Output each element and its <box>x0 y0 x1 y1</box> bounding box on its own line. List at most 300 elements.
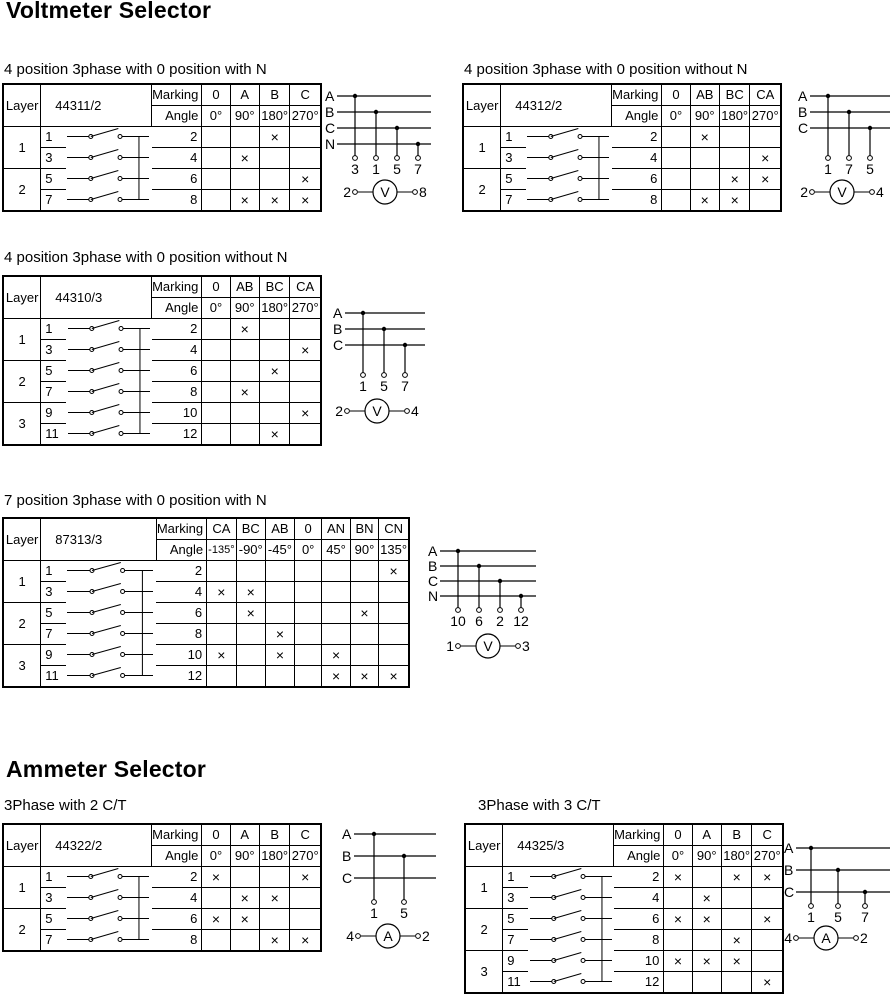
angle-cell: 0° <box>295 540 322 561</box>
left-terminal: 1 <box>503 867 528 888</box>
position-cell <box>202 169 230 190</box>
angle-cell: 180° <box>259 846 290 867</box>
left-terminal: 7 <box>503 930 528 951</box>
terminal-circle <box>345 409 350 414</box>
terminal-label: 12 <box>513 613 529 629</box>
position-cell: × <box>350 666 378 687</box>
layer-number: 3 <box>466 951 503 993</box>
terminal-circle <box>519 608 524 613</box>
position-cell: × <box>290 867 321 888</box>
layer-number: 2 <box>464 169 501 211</box>
position-cell: × <box>692 909 721 930</box>
layer-number: 1 <box>466 867 503 909</box>
position-cell <box>662 190 690 211</box>
left-terminal: 7 <box>41 930 66 951</box>
left-terminal: 7 <box>501 190 526 211</box>
phase-label: A <box>325 88 335 104</box>
junction-dot <box>416 142 420 146</box>
position-cell: × <box>752 909 783 930</box>
position-cell <box>202 127 230 148</box>
left-terminal: 9 <box>503 951 528 972</box>
position-cell: × <box>750 169 781 190</box>
left-terminal: 5 <box>41 169 66 190</box>
right-terminal: 10 <box>156 645 206 666</box>
terminal-circle <box>353 190 358 195</box>
wiring-diagram <box>798 88 890 208</box>
position-cell <box>690 169 719 190</box>
terminal-circle <box>854 936 859 941</box>
angle-label: Angle <box>152 106 202 127</box>
junction-dot <box>836 868 840 872</box>
marking-cell: CA <box>290 277 321 298</box>
switch-contact <box>67 890 149 900</box>
position-cell <box>202 340 230 361</box>
position-cell <box>207 603 237 624</box>
position-cell <box>207 624 237 645</box>
position-cell <box>719 127 750 148</box>
layer-number: 3 <box>4 403 41 445</box>
switch-contact <box>68 363 150 373</box>
phase-label: C <box>428 573 439 589</box>
left-terminal: 5 <box>41 909 66 930</box>
table-row <box>4 190 321 211</box>
position-cell <box>290 127 321 148</box>
right-terminal: 12 <box>152 424 202 445</box>
marking-label: Marking <box>612 85 662 106</box>
table-row <box>4 909 321 930</box>
right-terminal: 12 <box>614 972 664 993</box>
marking-cell: 0 <box>295 519 322 540</box>
marking-cell: BN <box>350 519 378 540</box>
left-terminal: 3 <box>41 148 66 169</box>
junction-dot <box>847 110 851 114</box>
position-cell <box>350 561 378 582</box>
position-cell <box>752 930 783 951</box>
meter-terminal-left: 2 <box>800 184 808 200</box>
table-row <box>4 127 321 148</box>
position-cell <box>692 972 721 993</box>
position-cell <box>350 582 378 603</box>
position-cell <box>259 148 290 169</box>
position-cell <box>230 403 259 424</box>
switch-code: 44311/2 <box>41 85 152 127</box>
junction-dot <box>403 343 407 347</box>
position-cell <box>290 888 321 909</box>
position-cell <box>350 624 378 645</box>
position-cell: × <box>322 645 350 666</box>
position-cell: × <box>259 424 290 445</box>
position-cell <box>290 382 321 403</box>
angle-cell: 180° <box>259 298 290 319</box>
position-cell <box>259 340 290 361</box>
layer-number: 2 <box>4 603 41 645</box>
meter-terminal-right: 4 <box>876 184 884 200</box>
marking-label: Marking <box>152 277 202 298</box>
position-cell <box>290 424 321 445</box>
meter-terminal-left: 2 <box>343 184 351 200</box>
position-cell <box>379 603 409 624</box>
angle-cell: 180° <box>721 846 752 867</box>
junction-dot <box>519 594 523 598</box>
junction-dot <box>809 846 813 850</box>
junction-dot <box>372 832 376 836</box>
position-cell: × <box>265 624 294 645</box>
position-cell <box>259 382 290 403</box>
position-cell <box>230 340 259 361</box>
position-cell <box>207 561 237 582</box>
terminal-circle <box>826 156 831 161</box>
table-row <box>466 930 783 951</box>
marking-cell: AB <box>690 85 719 106</box>
position-cell: × <box>259 127 290 148</box>
meter-terminal-left: 4 <box>784 930 792 946</box>
position-cell <box>295 645 322 666</box>
position-cell: × <box>350 603 378 624</box>
phase-label: C <box>325 120 336 136</box>
terminal-label: 5 <box>393 161 401 177</box>
junction-dot <box>826 94 830 98</box>
right-terminal: 2 <box>152 127 202 148</box>
section-subtitle: 4 position 3phase with 0 position with N <box>4 61 267 78</box>
switch-code: 44322/2 <box>41 825 152 867</box>
position-cell: × <box>664 909 692 930</box>
junction-dot <box>382 327 386 331</box>
switch-contact <box>68 342 150 352</box>
junction-dot <box>395 126 399 130</box>
angle-cell: 90° <box>230 298 259 319</box>
position-cell <box>295 603 322 624</box>
marking-cell: 0 <box>202 277 230 298</box>
marking-label: Marking <box>152 825 202 846</box>
right-terminal: 6 <box>612 169 662 190</box>
switch-contact <box>68 384 150 394</box>
position-cell <box>379 624 409 645</box>
wiring-diagram <box>333 305 433 425</box>
phase-label: B <box>428 558 438 574</box>
link-bracket <box>126 329 140 434</box>
terminal-circle <box>382 373 387 378</box>
terminal-label: 2 <box>496 613 504 629</box>
switch-contact <box>527 171 609 181</box>
marking-cell: 0 <box>662 85 690 106</box>
position-cell: × <box>230 382 259 403</box>
position-cell <box>295 561 322 582</box>
angle-label: Angle <box>614 846 664 867</box>
layer-header: Layer <box>4 519 41 561</box>
left-terminal: 9 <box>41 645 66 666</box>
position-cell <box>207 666 237 687</box>
phase-label: B <box>333 321 343 337</box>
contact-symbols <box>65 560 155 686</box>
right-terminal: 2 <box>156 561 206 582</box>
left-terminal: 3 <box>41 888 66 909</box>
left-terminal: 3 <box>41 340 66 361</box>
position-cell <box>202 930 230 951</box>
position-cell: × <box>290 340 321 361</box>
position-cell <box>236 624 265 645</box>
position-cell <box>752 951 783 972</box>
angle-cell: -45° <box>265 540 294 561</box>
link-bracket <box>585 137 599 200</box>
position-cell <box>322 561 350 582</box>
right-terminal: 6 <box>152 361 202 382</box>
position-cell <box>290 909 321 930</box>
terminal-circle <box>516 644 521 649</box>
switch-table <box>3 84 321 211</box>
position-cell <box>259 403 290 424</box>
position-cell <box>295 582 322 603</box>
terminal-label: 7 <box>414 161 422 177</box>
angle-cell: 270° <box>290 846 321 867</box>
position-cell: × <box>290 169 321 190</box>
angle-cell: 45° <box>322 540 350 561</box>
position-cell: × <box>202 867 230 888</box>
position-cell <box>202 424 230 445</box>
phase-label: C <box>333 337 344 353</box>
meter-terminal-right: 4 <box>411 403 419 419</box>
position-cell <box>236 666 265 687</box>
position-cell: × <box>259 888 290 909</box>
left-terminal: 3 <box>41 582 66 603</box>
position-cell <box>202 403 230 424</box>
terminal-label: 7 <box>861 909 869 925</box>
marking-cell: 0 <box>202 825 230 846</box>
meter-symbol: V <box>837 184 847 200</box>
phase-label: A <box>342 826 352 842</box>
position-cell: × <box>230 888 259 909</box>
right-terminal: 2 <box>152 867 202 888</box>
meter-terminal-left: 2 <box>335 403 343 419</box>
position-cell: × <box>290 403 321 424</box>
position-cell: × <box>259 361 290 382</box>
position-cell <box>265 582 294 603</box>
terminal-circle <box>416 156 421 161</box>
marking-cell: A <box>230 825 259 846</box>
position-cell <box>750 127 781 148</box>
right-terminal: 8 <box>156 624 206 645</box>
layer-number: 2 <box>466 909 503 951</box>
switch-table <box>3 518 409 687</box>
right-terminal: 4 <box>156 582 206 603</box>
meter-symbol: V <box>483 638 493 654</box>
terminal-label: 5 <box>834 909 842 925</box>
right-terminal: 4 <box>152 888 202 909</box>
position-cell <box>721 888 752 909</box>
terminal-label: 7 <box>401 378 409 394</box>
angle-label: Angle <box>612 106 662 127</box>
position-cell <box>719 148 750 169</box>
position-cell: × <box>721 951 752 972</box>
switch-contact <box>67 150 149 160</box>
angle-cell: 0° <box>662 106 690 127</box>
position-cell <box>379 582 409 603</box>
position-cell <box>230 930 259 951</box>
switch-code: 44310/3 <box>41 277 152 319</box>
terminal-label: 5 <box>866 161 874 177</box>
marking-cell: A <box>692 825 721 846</box>
table-row <box>466 867 783 888</box>
meter-terminal-left: 4 <box>346 928 354 944</box>
terminal-circle <box>405 409 410 414</box>
layer-number: 1 <box>4 127 41 169</box>
angle-cell: 0° <box>202 298 230 319</box>
left-terminal: 5 <box>41 361 66 382</box>
phase-label: N <box>428 588 439 604</box>
position-cell: × <box>265 645 294 666</box>
position-cell: × <box>692 951 721 972</box>
position-cell <box>290 319 321 340</box>
left-terminal: 5 <box>503 909 528 930</box>
position-cell: × <box>664 867 692 888</box>
terminal-label: 1 <box>372 161 380 177</box>
terminal-circle <box>810 190 815 195</box>
position-cell: × <box>290 190 321 211</box>
table-row <box>4 403 321 424</box>
position-cell <box>752 888 783 909</box>
position-cell: × <box>664 951 692 972</box>
position-cell <box>692 930 721 951</box>
junction-dot <box>868 126 872 130</box>
marking-cell: B <box>259 825 290 846</box>
right-terminal: 4 <box>614 888 664 909</box>
position-cell: × <box>290 930 321 951</box>
terminal-circle <box>809 904 814 909</box>
position-cell <box>265 666 294 687</box>
right-terminal: 8 <box>612 190 662 211</box>
layer-header: Layer <box>466 825 503 867</box>
wiring-diagram <box>428 543 538 663</box>
position-cell <box>230 867 259 888</box>
table-row <box>464 169 781 190</box>
marking-cell: CA <box>750 85 781 106</box>
section-subtitle: 4 position 3phase with 0 position without N <box>4 249 288 266</box>
terminal-label: 1 <box>807 909 815 925</box>
junction-dot <box>863 890 867 894</box>
angle-cell: -135° <box>207 540 237 561</box>
phase-label: C <box>784 884 795 900</box>
terminal-circle <box>868 156 873 161</box>
position-cell: × <box>230 148 259 169</box>
position-cell: × <box>721 930 752 951</box>
position-cell: × <box>259 930 290 951</box>
wiring-diagram <box>784 826 890 976</box>
meter-symbol: A <box>383 928 393 944</box>
right-terminal: 8 <box>152 190 202 211</box>
table-row <box>4 424 321 445</box>
layer-number: 3 <box>4 645 41 687</box>
marking-cell: C <box>290 825 321 846</box>
terminal-label: 6 <box>475 613 483 629</box>
terminal-circle <box>372 900 377 905</box>
position-cell <box>664 930 692 951</box>
junction-dot <box>361 311 365 315</box>
position-cell: × <box>719 169 750 190</box>
terminal-circle <box>356 934 361 939</box>
position-cell: × <box>379 561 409 582</box>
position-cell: × <box>692 888 721 909</box>
left-terminal: 7 <box>41 190 66 211</box>
terminal-circle <box>836 904 841 909</box>
right-terminal: 12 <box>156 666 206 687</box>
left-terminal: 9 <box>41 403 66 424</box>
terminal-label: 3 <box>351 161 359 177</box>
marking-label: Marking <box>152 85 202 106</box>
switch-table <box>465 824 783 993</box>
marking-cell: BC <box>259 277 290 298</box>
left-terminal: 11 <box>41 424 66 445</box>
meter-terminal-right: 3 <box>522 638 530 654</box>
angle-cell: 0° <box>202 846 230 867</box>
junction-dot <box>498 579 502 583</box>
position-cell: × <box>230 190 259 211</box>
position-cell: × <box>750 148 781 169</box>
angle-cell: 180° <box>259 106 290 127</box>
angle-cell: 135° <box>379 540 409 561</box>
angle-cell: -90° <box>236 540 265 561</box>
position-cell <box>265 561 294 582</box>
angle-label: Angle <box>156 540 206 561</box>
right-terminal: 8 <box>614 930 664 951</box>
layer-header: Layer <box>464 85 501 127</box>
marking-cell: BC <box>719 85 750 106</box>
section-subtitle: 3Phase with 3 C/T <box>478 797 601 814</box>
phase-label: A <box>428 543 438 559</box>
angle-cell: 0° <box>664 846 692 867</box>
layer-number: 2 <box>4 169 41 211</box>
position-cell: × <box>207 645 237 666</box>
ammeter-title: Ammeter Selector <box>6 756 207 782</box>
table-row <box>466 888 783 909</box>
junction-dot <box>456 549 460 553</box>
meter-symbol: V <box>380 184 390 200</box>
switch-contact <box>67 911 149 921</box>
switch-table <box>3 824 321 951</box>
layer-number: 2 <box>4 909 41 951</box>
meter-symbol: V <box>372 403 382 419</box>
section-subtitle: 4 position 3phase with 0 position without N <box>464 61 748 78</box>
phase-label: A <box>798 88 808 104</box>
junction-dot <box>353 94 357 98</box>
left-terminal: 1 <box>41 867 66 888</box>
position-cell: × <box>202 909 230 930</box>
marking-cell: CN <box>379 519 409 540</box>
position-cell <box>662 169 690 190</box>
right-terminal: 8 <box>152 930 202 951</box>
position-cell <box>259 169 290 190</box>
phase-label: B <box>784 862 794 878</box>
angle-cell: 0° <box>202 106 230 127</box>
phase-label: A <box>333 305 343 321</box>
marking-cell: C <box>752 825 783 846</box>
phase-label: N <box>325 136 336 152</box>
position-cell <box>322 582 350 603</box>
angle-cell: 180° <box>719 106 750 127</box>
table-row <box>4 319 321 340</box>
switch-contact <box>530 953 612 963</box>
angle-cell: 270° <box>750 106 781 127</box>
switch-contact <box>67 584 153 594</box>
position-cell: × <box>690 127 719 148</box>
terminal-circle <box>416 934 421 939</box>
left-terminal: 5 <box>501 169 526 190</box>
left-terminal: 5 <box>41 603 66 624</box>
meter-terminal-right: 8 <box>419 184 427 200</box>
contact-symbols <box>525 126 611 210</box>
position-cell: × <box>690 190 719 211</box>
layer-number: 1 <box>4 561 41 603</box>
right-terminal: 6 <box>152 169 202 190</box>
position-cell <box>664 972 692 993</box>
